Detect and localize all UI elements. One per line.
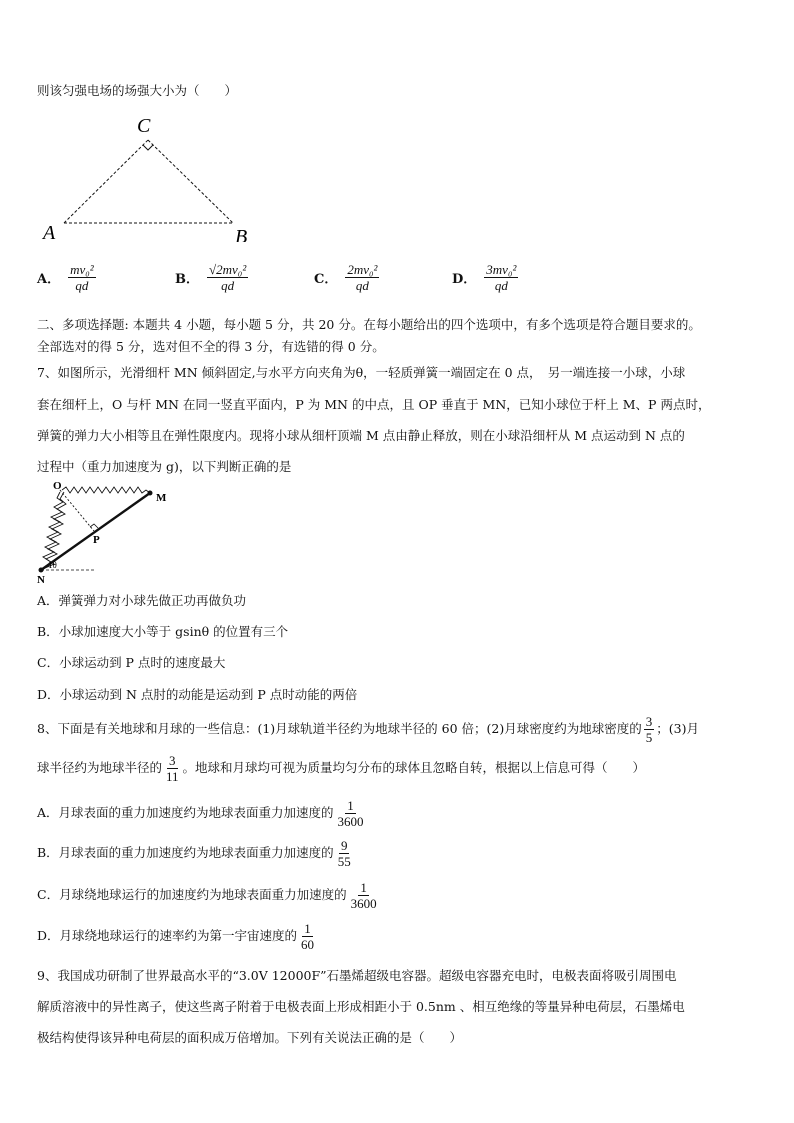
q7-line2: 套在细杆上，O 与杆 MN 在同一竖直平面内，P 为 MN 的中点，且 OP 垂直于 MN，已知小球位于杆上 M、P 两点时， bbox=[37, 397, 711, 412]
q8-option-d[interactable]: D．月球绕地球运行的速率约为第一宇宙速度的 $\frac{1}{60}$ bbox=[37, 921, 315, 952]
q8-option-a[interactable]: A．月球表面的重力加速度约为地球表面重力加速度的 $\frac{1}{3600}$ bbox=[37, 798, 364, 829]
fig-label-p: P bbox=[93, 534, 100, 546]
spring-rod-figure bbox=[36, 478, 186, 588]
q9-line3: 极结构使得该异种电荷层的面积成万倍增加。下列有关说法正确的是（ ） bbox=[37, 1030, 463, 1045]
q9-line2: 解质溶液中的异性离子，使这些离子附着于电极表面上形成相距小于 0.5nm 、相互绝缘的等量异种电荷层，石墨烯电 bbox=[37, 999, 685, 1014]
section2-line1: 二、多项选择题: 本题共 4 小题，每小题 5 分，共 20 分。在每小题给出的四个选项中，有多个选项是符合题目要求的。 bbox=[37, 317, 701, 332]
q8-option-c[interactable]: C．月球绕地球运行的加速度约为地球表面重力加速度的 $\frac{1}{3600}$ bbox=[37, 880, 377, 911]
fig-label-o: O bbox=[53, 480, 62, 492]
q8-line2: 球半径约为地球半径的 $\frac{3}{11}$ 。地球和月球均可视为质量均匀分布的球体且忽略自转，根据以上信息可得（ ） bbox=[37, 753, 646, 784]
q7-option-d[interactable]: D．小球运动到 N 点肘的动能是运动到 P 点时动能的两倍 bbox=[37, 687, 358, 702]
q8-frac-density: $\frac{3}{5}$ bbox=[645, 714, 653, 745]
q6-options bbox=[37, 262, 557, 308]
q7-option-a[interactable]: A．弹簧弹力对小球先做正功再做负功 bbox=[37, 593, 247, 608]
q7-line3: 弹簧的弹力大小相等且在弹性限度内。现将小球从细杆顶端 M 点由静止释放，则在小球沿细杆从 M 点运动到 N 点的 bbox=[37, 428, 685, 443]
q6-option-d[interactable]: D． $\frac{\text{3mv₀²}}{qd}$ bbox=[452, 262, 517, 293]
label-c: C bbox=[137, 115, 151, 137]
q7-line1: 7、如图所示，光滑细杆 MN 倾斜固定,与水平方向夹角为θ，一轻质弹簧一端固定在 0 点， 另一端连接一小球，小球 bbox=[37, 365, 686, 380]
fig-label-n: N bbox=[37, 574, 45, 586]
fig-label-theta: 1θ bbox=[48, 560, 57, 570]
q8-line1: 8、下面是有关地球和月球的一些信息：(1)月球轨道半径约为地球半径的 60 倍；(2)月球密度约为地球密度的 $\frac{3}{5}$ ；(3)月 bbox=[37, 714, 699, 745]
q6-option-c[interactable]: C． $\frac{\text{2mv₀²}}{qd}$ bbox=[314, 262, 378, 293]
triangle-figure bbox=[40, 112, 270, 242]
fig-label-m: M bbox=[156, 492, 167, 504]
q7-line4: 过程中（重力加速度为 g)，以下判断正确的是 bbox=[37, 459, 292, 474]
label-a: A bbox=[43, 222, 56, 242]
q8-option-b[interactable]: B．月球表面的重力加速度约为地球表面重力加速度的 $\frac{9}{55}$ bbox=[37, 838, 351, 869]
q8-frac-radius: $\frac{3}{11}$ bbox=[166, 753, 179, 784]
q6-question-tail: 则该匀强电场的场强大小为（ ） bbox=[37, 83, 238, 98]
label-b: B bbox=[235, 226, 248, 242]
q6-option-a[interactable]: A． $\frac{\text{mv₀²}}{qd}$ bbox=[37, 262, 94, 293]
section2-line2: 全部选对的得 5 分，选对但不全的得 3 分，有选错的得 0 分。 bbox=[37, 339, 385, 354]
q6-option-b[interactable]: B． $\frac{\text{√2mv₀²}}{qd}$ bbox=[175, 262, 247, 293]
q9-line1: 9、我国成功研制了世界最高水平的“3.0V 12000F”石墨烯超级电容器。超级电容器充电时，电极表面将吸引周围电 bbox=[37, 968, 677, 983]
q7-option-b[interactable]: B．小球加速度大小等于 gsinθ 的位置有三个 bbox=[37, 624, 289, 639]
q7-option-c[interactable]: C．小球运动到 P 点时的速度最大 bbox=[37, 655, 226, 670]
